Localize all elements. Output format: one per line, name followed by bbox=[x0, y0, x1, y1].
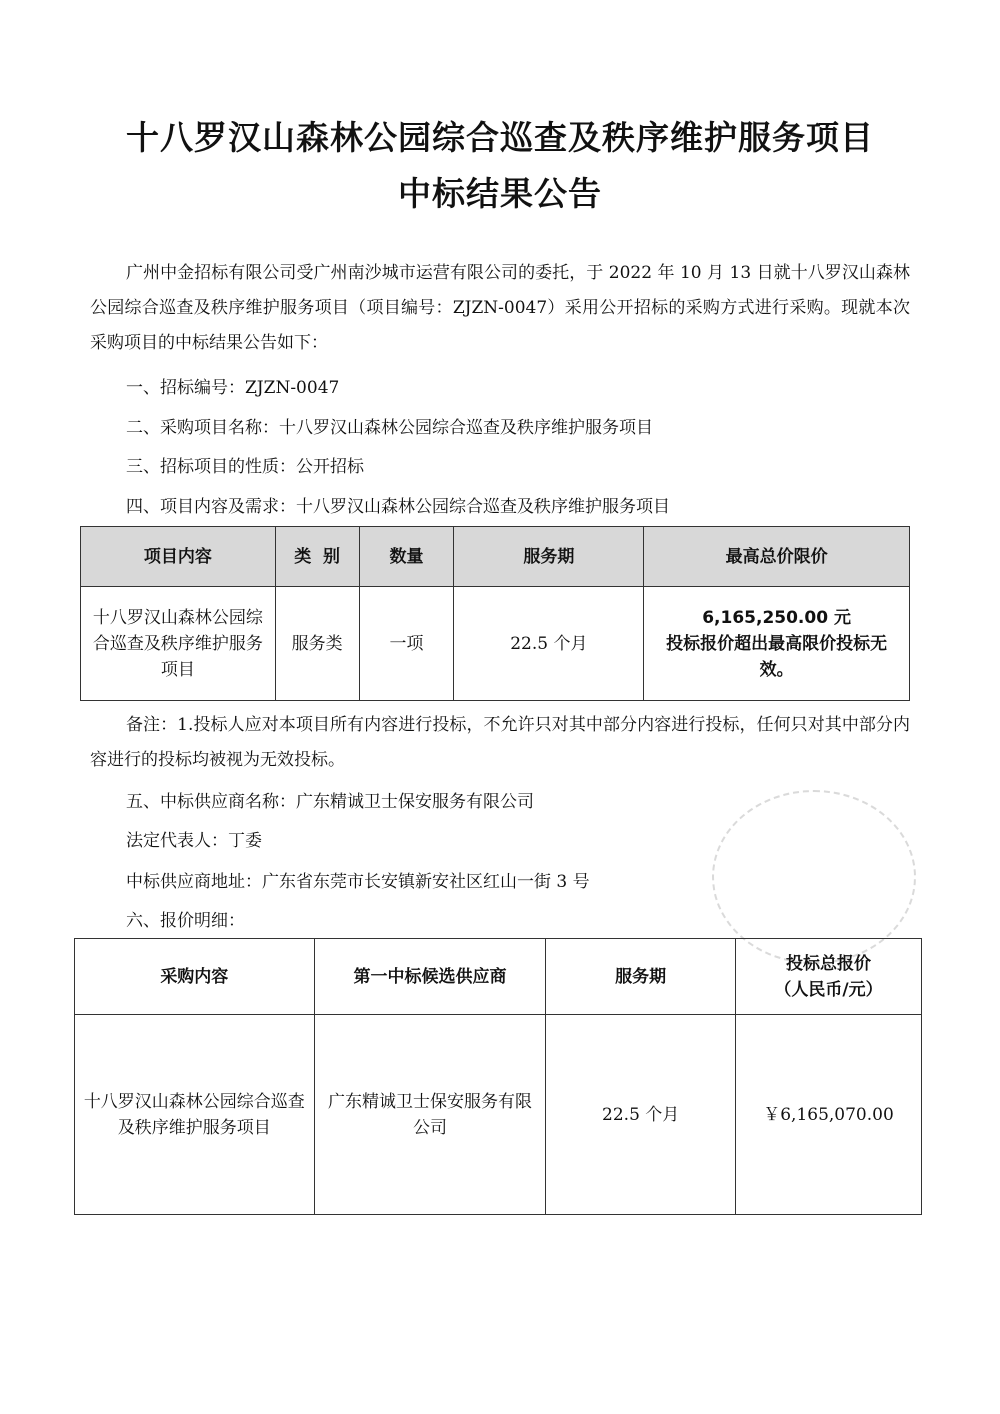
category-cell: 服务类 bbox=[275, 587, 359, 701]
requirements-table bbox=[80, 526, 910, 701]
table-row bbox=[81, 587, 910, 701]
table-row bbox=[75, 1015, 922, 1215]
header-total-price: 投标总报价 bbox=[786, 953, 872, 974]
header-cell: 数量 bbox=[359, 527, 454, 587]
winner-name-line: 五、中标供应商名称：广东精诚卫士保安服务有限公司 bbox=[126, 792, 534, 812]
header-cell: 采购内容 bbox=[75, 939, 315, 1015]
content-cell: 十八罗汉山森林公园综合巡查及秩序维护服务项目 bbox=[81, 587, 276, 701]
project-name-line: 二、采购项目名称：十八罗汉山森林公园综合巡查及秩序维护服务项目 bbox=[126, 418, 653, 438]
price-detail-heading: 六、报价明细： bbox=[126, 911, 245, 931]
header-cell: 第一中标候选供应商 bbox=[314, 939, 546, 1015]
table-header-row bbox=[75, 939, 922, 1015]
remark-paragraph: 备注：1.投标人应对本项目所有内容进行投标，不允许只对其中部分内容进行投标，任何只对其中部分内容进行的投标均被视为无效投标。 bbox=[90, 715, 910, 770]
header-cell: 项目内容 bbox=[81, 527, 276, 587]
winner-address-line: 中标供应商地址：广东省东莞市长安镇新安社区红山一街 3 号 bbox=[126, 872, 590, 892]
content-cell: 十八罗汉山森林公园综合巡查及秩序维护服务项目 bbox=[75, 1015, 315, 1215]
project-content-line: 四、项目内容及需求：十八罗汉山森林公园综合巡查及秩序维护服务项目 bbox=[126, 497, 670, 517]
max-price-note: 投标报价超出最高限价投标无效。 bbox=[666, 633, 888, 680]
notice-subtitle: 中标结果公告 bbox=[398, 174, 602, 213]
period-cell: 22.5 个月 bbox=[546, 1015, 736, 1215]
bid-number-line: 一、招标编号：ZJZN-0047 bbox=[126, 378, 340, 398]
intro-paragraph: 广州中金招标有限公司受广州南沙城市运营有限公司的委托，于 2022 年 10 月 13 日就十八罗汉山森林公园综合巡查及秩序维护服务项目（项目编号：ZJZN-0047）采用公开招标的采购方式进行采购。现就本次采购项目的中标结果公告如下： bbox=[90, 263, 910, 353]
header-currency-unit: （人民币/元） bbox=[774, 979, 883, 1000]
max-price-cell bbox=[644, 587, 910, 701]
supplier-cell: 广东精诚卫士保安服务有限公司 bbox=[314, 1015, 546, 1215]
header-cell bbox=[736, 939, 922, 1015]
legal-representative-line: 法定代表人：丁委 bbox=[126, 831, 262, 851]
notice-title: 十八罗汉山森林公园综合巡查及秩序维护服务项目 bbox=[126, 118, 874, 157]
header-cell: 服务期 bbox=[546, 939, 736, 1015]
period-cell: 22.5 个月 bbox=[454, 587, 644, 701]
tender-nature-line: 三、招标项目的性质：公开招标 bbox=[126, 457, 364, 477]
header-cell: 类 别 bbox=[275, 527, 359, 587]
max-price: 6,165,250.00 元 bbox=[702, 607, 851, 628]
total-price-cell: ￥6,165,070.00 bbox=[736, 1015, 922, 1215]
header-cell: 服务期 bbox=[454, 527, 644, 587]
header-cell: 最高总价限价 bbox=[644, 527, 910, 587]
quantity-cell: 一项 bbox=[359, 587, 454, 701]
table-header-row bbox=[81, 527, 910, 587]
price-detail-table bbox=[74, 938, 922, 1215]
